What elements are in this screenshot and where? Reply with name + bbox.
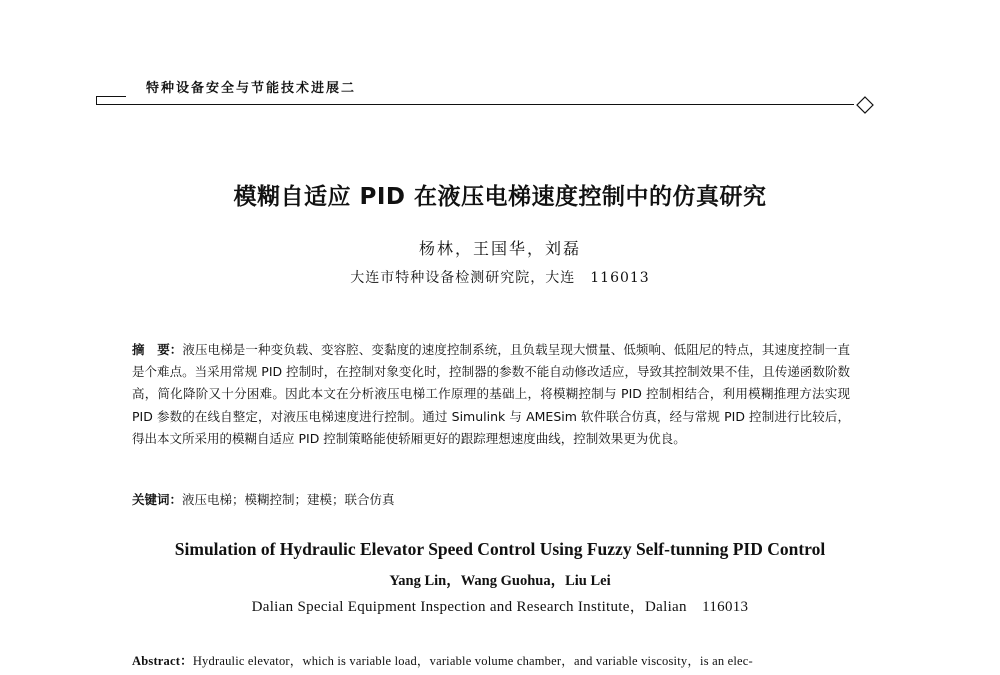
abstract-en (132, 651, 862, 669)
paper-title-en: Simulation of Hydraulic Elevator Speed Control Using Fuzzy Self-tunning PID Control (174, 539, 826, 559)
diamond-icon (856, 96, 874, 114)
abstract-en-text: Hydraulic elevator，which is variable load，variable volume chamber，and variable viscosity，is an elec- (192, 654, 753, 668)
keywords-cn (132, 490, 850, 508)
abstract-cn-label: 摘 要： (132, 342, 183, 357)
abstract-cn (132, 339, 850, 450)
authors-cn: 杨林，王国华，刘磊 (418, 239, 581, 258)
keywords-cn-label: 关键词： (132, 492, 183, 507)
affiliation-cn: 大连市特种设备检测研究院，大连 116013 (350, 270, 650, 286)
series-title: 特种设备安全与节能技术进展二 (146, 81, 357, 96)
authors-en: Yang Lin，Wang Guohua，Liu Lei (389, 573, 611, 589)
header-rule-stub (96, 96, 126, 97)
header-rule (96, 104, 854, 105)
abstract-en-label: Abstract： (132, 654, 193, 668)
keywords-cn-text: 液压电梯；模糊控制；建模；联合仿真 (182, 492, 395, 507)
paper-title-cn: 模糊自适应 PID 在液压电梯速度控制中的仿真研究 (233, 184, 767, 210)
abstract-cn-text: 液压电梯是一种变负载、变容腔、变黏度的速度控制系统，且负载呈现大惯量、低频响、低阻尼的特点，其速度控制一直是个难点。当采用常规 PID 控制时，在控制对象变化时，控制器的参数不能自动修改适应，导致其控制效果不佳，且传递函数阶数高，简化降阶又十分困难。因此本文在分析液压电梯工作原理的基础上，将模糊控制与 PID 控制相结合，利用模糊推理方法实现 PID 参数的在线自整定，对液压电梯速度进行控制。通过 Simulink 与 AMESim 软件联合仿真，经与常规 PID 控制进行比较后，得出本文所采用的模糊自适应 PID 控制策略能使轿厢更好的跟踪理想速度曲线，控制效果更为优良。 (132, 342, 850, 446)
affiliation-en: Dalian Special Equipment Inspection and Research Institute，Dalian 116013 (251, 599, 749, 615)
